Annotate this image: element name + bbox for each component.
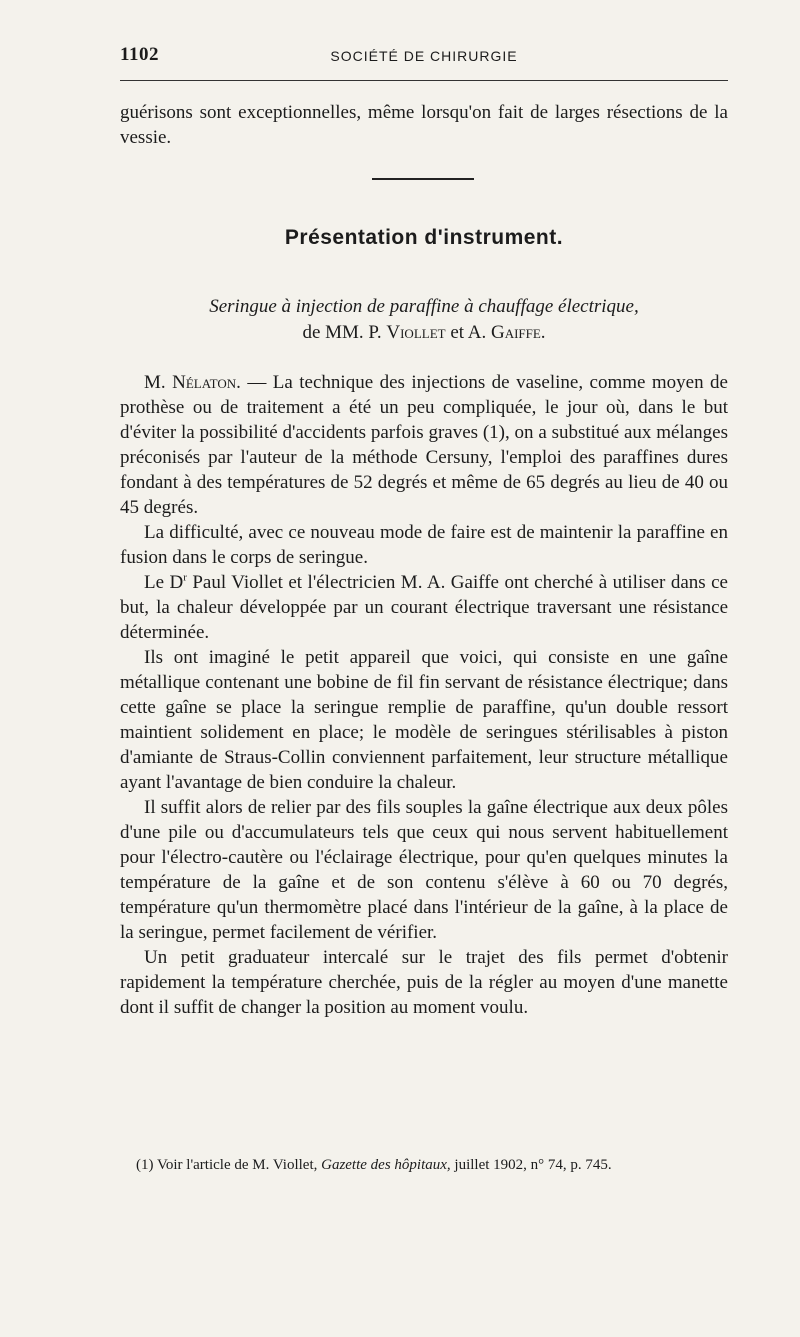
subtitle-line-1: Seringue à injection de paraffine à chauffage électrique,: [209, 296, 639, 317]
paragraph-2: La difficulté, avec ce nouveau mode de faire est de maintenir la paraffine en fusion dans le corps de seringue.: [120, 522, 728, 568]
intro-paragraph: guérisons sont exceptionnelles, même lorsqu'on fait de larges résections de la vessie.: [120, 102, 728, 148]
paragraph-4: Ils ont imaginé le petit appareil que voici, qui consiste en une gaîne métallique contenant une bobine de fil fin servant de résistance électrique; dans cette gaîne se place la seringue remplie de paraffine, qu'un double ressort maintient solidement en place; le modèle de seringues stérilisables à piston d'amiante de Straus-Collin conviennent parfaitement, leur structure métallique ayant l'avantage de bien conduire la chaleur.: [120, 647, 728, 793]
footnote: (1) Voir l'article de M. Viollet, Gazette des hôpitaux, juillet 1902, n° 74, p. 745.: [136, 1157, 612, 1173]
paragraph-6: Un petit graduateur intercalé sur le trajet des fils permet d'obtenir rapidement la température cherchée, puis de la régler au moyen d'une manette dont il suffit de changer la position au moment voulu.: [120, 947, 728, 1018]
footnote-journal: Gazette des hôpitaux,: [321, 1157, 451, 1173]
paragraph-1: M. Nélaton. — La technique des injections de vaseline, comme moyen de prothèse ou de traitement a été un peu compliquée, le jour où, dans le but d'éviter la possibilité d'accidents parfois graves (1), on a substitué aux mélanges préconisés par l'auteur de la méthode Cersuny, l'emploi des paraffines dures fondant à des températures de 52 degrés et même de 65 degrés au lieu de 40 ou 45 degrés.: [120, 372, 728, 518]
subtitle-line-2: de MM. P. Viollet et A. Gaiffe.: [302, 322, 546, 343]
main-text: [120, 370, 728, 1020]
section-divider: [372, 178, 474, 180]
paragraph-5: Il suffit alors de relier par des fils souples la gaîne électrique aux deux pôles d'une pile ou d'accumulateurs tels que ceux qui nous servent habituellement pour l'électro-cautère ou l'éclairage électrique, pour qu'en quelques minutes la température de la gaîne et de son contenu s'élève à 60 ou 70 degrés, température qu'un thermomètre placé dans l'intérieur de la gaîne, à la place de la seringue, permet facilement de vérifier.: [120, 797, 728, 943]
header-rule: [120, 80, 728, 81]
author-viollet: Viollet: [386, 322, 446, 343]
paragraph-3: Le $D^r$ Paul Viollet et l'électricien M. A. Gaiffe ont cherché à utiliser dans ce but, la chaleur développée par un courant électrique traversant une résistance déterminée.: [120, 571, 728, 643]
running-title: SOCIÉTÉ DE CHIRURGIE: [330, 48, 518, 64]
author-gaiffe: Gaiffe.: [490, 322, 546, 343]
page-header: [120, 44, 728, 68]
speaker-name: Nélaton.: [172, 372, 241, 393]
article-subtitle: [120, 294, 728, 346]
section-title: Présentation d'instrument.: [284, 226, 564, 249]
page-number: 1102: [120, 44, 159, 65]
